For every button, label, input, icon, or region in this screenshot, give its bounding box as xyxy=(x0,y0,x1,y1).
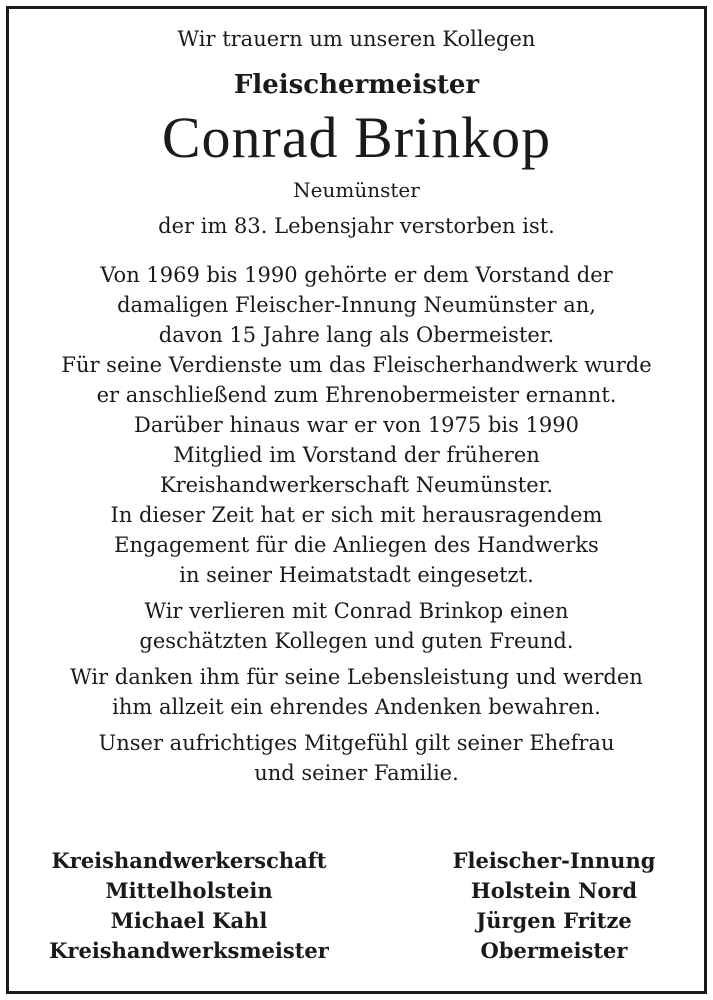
signer-line: Kreishandwerkerschaft xyxy=(51,848,327,873)
text-line: Von 1969 bis 1990 gehörte er dem Vorstand der xyxy=(100,263,613,287)
signer-line: Holstein Nord xyxy=(470,878,638,903)
signer-line: Mittelholstein xyxy=(105,878,273,903)
paragraph-career xyxy=(9,260,704,590)
deceased-name: Conrad Brinkop xyxy=(161,105,552,170)
signer-fleischer-innung xyxy=(409,846,699,966)
signer-kreishandwerkerschaft xyxy=(9,846,369,966)
text-line: er anschließend zum Ehrenobermeister ernannt. xyxy=(96,383,617,407)
text-line: ihm allzeit ein ehrendes Andenken bewahren. xyxy=(112,695,601,719)
signer-line: Kreishandwerksmeister xyxy=(49,938,329,963)
paragraph-thanks xyxy=(9,662,704,722)
text-line: Wir verlieren mit Conrad Brinkop einen xyxy=(144,599,569,623)
text-line: Engagement für die Anliegen des Handwerks xyxy=(114,533,599,557)
text-line: Darüber hinaus war er von 1975 bis 1990 xyxy=(134,413,579,437)
place-line: Neumünster xyxy=(293,178,420,202)
text-line: damaligen Fleischer-Innung Neumünster an, xyxy=(117,293,596,317)
age-line: der im 83. Lebensjahr verstorben ist. xyxy=(158,214,555,238)
text-line: davon 15 Jahre lang als Obermeister. xyxy=(158,323,555,347)
paragraph-loss xyxy=(9,596,704,656)
text-line: Kreishandwerkerschaft Neumünster. xyxy=(159,473,554,497)
text-line: Für seine Verdienste um das Fleischerhandwerk wurde xyxy=(61,353,652,377)
profession-title: Fleischermeister xyxy=(233,70,480,100)
signer-line: Fleischer-Innung xyxy=(452,848,656,873)
signer-line: Jürgen Fritze xyxy=(476,908,632,933)
text-line: In dieser Zeit hat er sich mit herausragendem xyxy=(110,503,603,527)
obituary-notice xyxy=(9,9,704,788)
text-line: Wir danken ihm für seine Lebensleistung und werden xyxy=(70,665,643,689)
paragraph-condolence xyxy=(9,728,704,788)
text-line: geschätzten Kollegen und guten Freund. xyxy=(139,629,574,653)
text-line: in seiner Heimatstadt eingesetzt. xyxy=(179,563,534,587)
text-line: und seiner Familie. xyxy=(254,761,459,785)
text-line: Mitglied im Vorstand der früheren xyxy=(173,443,540,467)
text-line: Unser aufrichtiges Mitgefühl gilt seiner Ehefrau xyxy=(98,731,615,755)
signer-line: Michael Kahl xyxy=(110,908,268,933)
signer-line: Obermeister xyxy=(480,938,628,963)
intro-line: Wir trauern um unseren Kollegen xyxy=(177,27,536,51)
